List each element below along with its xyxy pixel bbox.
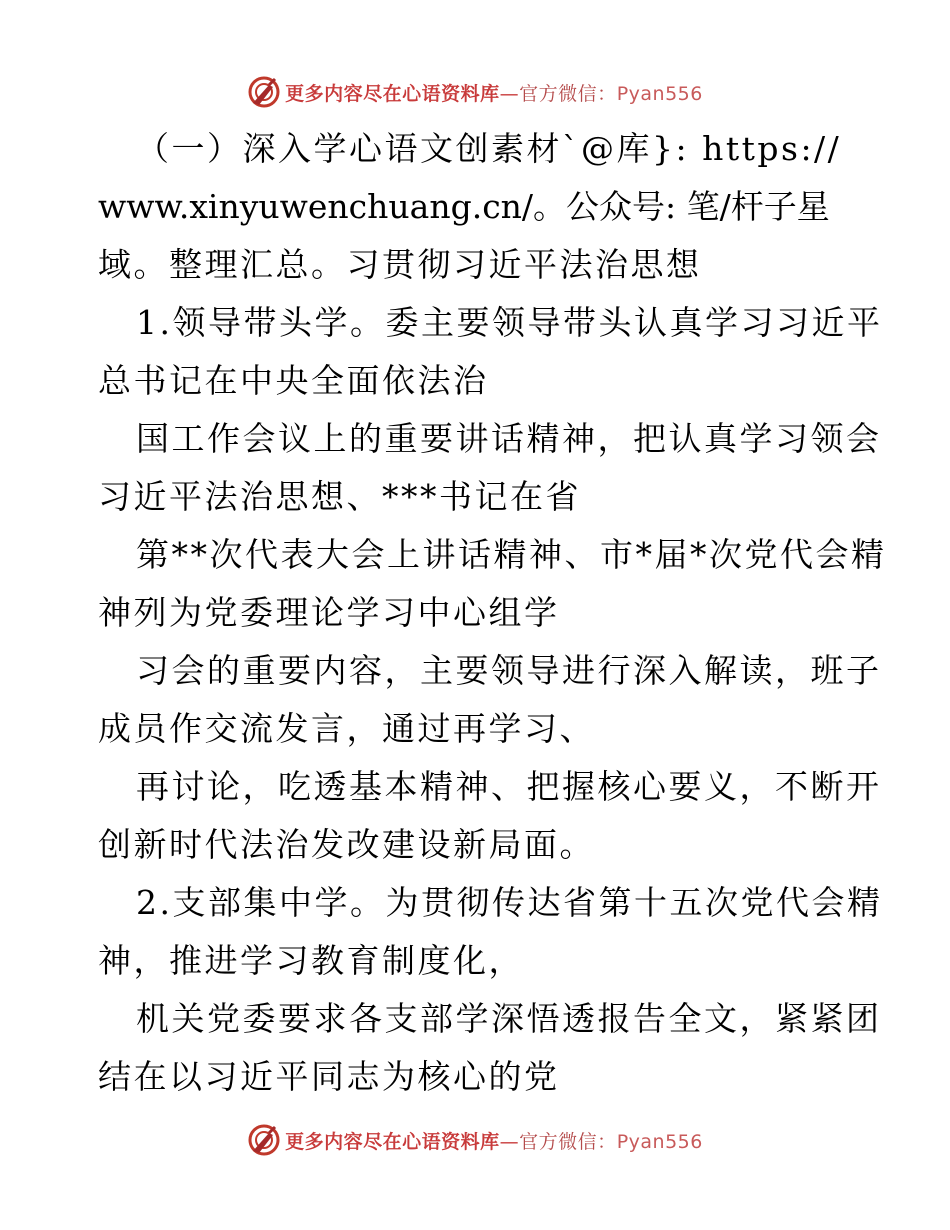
body-line: 域。整理汇总。习贯彻习近平法治思想 [98,245,702,284]
body-line: 创新时代法治发改建设新局面。 [98,825,595,864]
body-line: 习近平法治思想、***书记在省 [98,477,581,516]
body-line: 1.领导带头学。委主要领导带头认真学习习近平 [136,303,883,342]
body-line: 结在以习近平同志为核心的党 [98,1057,560,1096]
body-line: 神列为党委理论学习中心组学 [98,593,560,632]
body-line: 2.支部集中学。为贯彻传达省第十五次党代会精 [136,883,883,922]
body-line: 第**次代表大会上讲话精神、市*届*次党代会精 [136,535,887,574]
footer-banner [0,1120,950,1160]
body-line: 国工作会议上的重要讲话精神，把认真学习领会 [136,419,882,458]
header-banner-text: 更多内容尽在心语资料库—官方微信：Pyan556 [285,82,703,105]
body-line: www.xinyuwenchuang.cn/。公众号: 笔/杆子星 [98,187,830,226]
pen-logo-icon [247,75,281,109]
body-line: （一）深入学心语文创素材`@库}: https:// [136,129,842,168]
body-line: 机关党委要求各支部学深悟透报告全文，紧紧团 [136,999,882,1038]
wechat-id: Pyan556 [616,82,703,105]
body-line: 神，推进学习教育制度化， [98,941,524,980]
pen-logo-icon [247,1123,281,1157]
header-banner [0,72,950,112]
body-line: 总书记在中央全面依法治 [98,361,489,400]
body-line: 再讨论，吃透基本精神、把握核心要义，不断开 [136,767,882,806]
document-body [98,120,887,1106]
wechat-id: Pyan556 [616,1130,703,1153]
body-line: 习会的重要内容，主要领导进行深入解读，班子 [136,651,882,690]
footer-banner-text: 更多内容尽在心语资料库—官方微信：Pyan556 [285,1130,703,1153]
body-line: 成员作交流发言，通过再学习、 [98,709,595,748]
